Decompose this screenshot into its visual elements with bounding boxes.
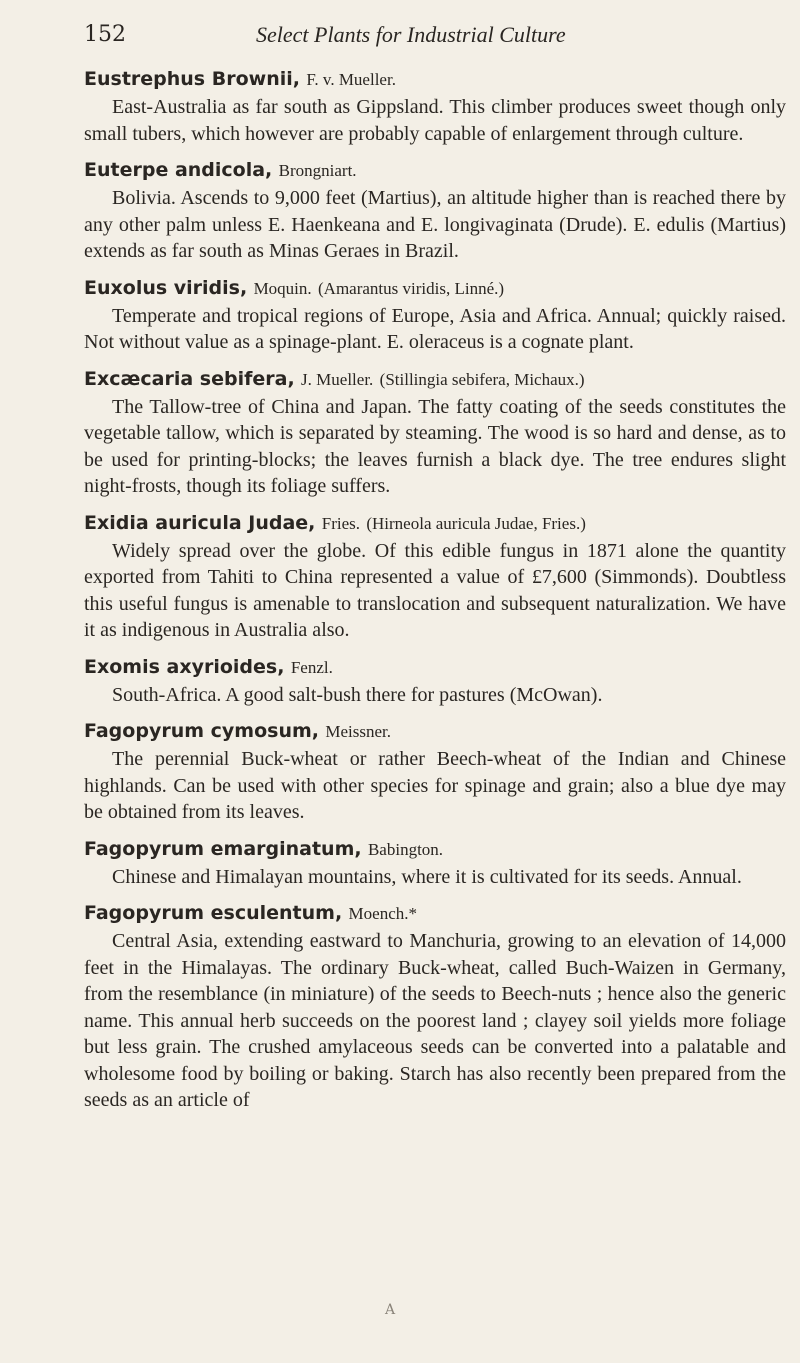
page-number: 152 — [84, 22, 126, 47]
entry-text: The Tallow-tree of China and Japan. The fatty coating of the seeds constitutes the vegetable tallow, which is separated by steaming. The wood is so hard and dense, as to be used for printing-blocks; the leaves furnish a black dye. The tree endures slight night-frosts, though its foliage suffers. — [84, 395, 786, 497]
species-name: Fagopyrum cymosum, — [84, 720, 319, 742]
entry-title — [84, 652, 786, 682]
signature-mark: A — [385, 1302, 396, 1318]
entry — [84, 834, 786, 891]
entry-text: Chinese and Himalayan mountains, where it is cultivated for its seeds. Annual. — [112, 865, 742, 888]
species-name: Exidia auricula Judae, — [84, 511, 316, 534]
entries-list — [84, 64, 786, 1122]
species-author: Brongniart. — [278, 161, 357, 180]
entry — [84, 508, 786, 644]
species-author: J. Mueller. — [301, 369, 374, 389]
entry-text: Temperate and tropical regions of Europe, Asia and Africa. Annual; quickly raised. Not without value as a spinage-plant. E. oleraceus is a cognate plant. — [84, 304, 786, 353]
entry-text: South-Africa. A good salt-bush there for pastures (McOwan). — [112, 683, 603, 706]
entry-title — [84, 834, 786, 864]
species-author: Moench.* — [348, 904, 417, 923]
species-name: Excæcaria sebifera, — [84, 367, 295, 390]
running-title: Select Plants for Industrial Culture — [256, 22, 566, 47]
entry-title — [84, 64, 786, 94]
page-header — [84, 22, 730, 52]
species-name: Fagopyrum emarginatum, — [84, 837, 362, 860]
species-name: Euterpe andicola, — [84, 159, 273, 181]
entry-title — [84, 508, 786, 538]
entry-text: Widely spread over the globe. Of this edible fungus in 1871 alone the quantity exported from Tahiti to China represented a value of £7,600 (Simmonds). Doubtless this useful fungus is amenable to translocation and subsequent naturalization. We have it as indigenous in Australia also. — [84, 539, 786, 641]
species-name: Euxolus viridis, — [84, 276, 248, 299]
species-synonym: (Amarantus viridis, Linné.) — [318, 278, 505, 298]
entry — [84, 364, 786, 500]
species-name: Exomis axyrioides, — [84, 655, 285, 678]
entry-title — [84, 898, 786, 928]
species-name: Fagopyrum esculentum, — [84, 902, 343, 924]
species-author: Babington. — [367, 839, 444, 859]
entry — [84, 652, 786, 709]
entry-text: Bolivia. Ascends to 9,000 feet (Martius), an altitude higher than is reached there by any other palm unless E. Haenkeana and E. longivaginata (Drude). E. edulis (Martius) extends as far south as Minas Geraes in Brazil. — [84, 187, 786, 262]
entry-title — [84, 273, 786, 303]
species-synonym: (Hirneola auricula Judae, Fries.) — [366, 513, 586, 533]
entry — [84, 155, 786, 265]
entry-title — [84, 155, 786, 185]
entry — [84, 716, 786, 826]
entry — [84, 64, 786, 147]
entry-text: East-Australia as far south as Gippsland. This climber produces sweet though only small tubers, which however are probably capable of enlargement through culture. — [84, 96, 786, 145]
species-name: Eustrephus Brownii, — [84, 68, 300, 90]
species-author: Moquin. — [253, 278, 312, 298]
entry-title — [84, 716, 786, 746]
entry-text: The perennial Buck-wheat or rather Beech-wheat of the Indian and Chinese highlands. Can be used with other species for spinage and grain; also a blue dye may be obtained from its leaves. — [84, 748, 786, 823]
entry-text: Central Asia, extending eastward to Manchuria, growing to an elevation of 14,000 feet in the Himalayas. The ordinary Buck-wheat, called Buch-Waizen in Germany, from the resemblance (in miniature) of the seeds to Beech-nuts ; hence also the generic name. This annual herb succeeds on the poorest land ; clayey soil yields more foliage but less grain. The crushed amylaceous seeds can be converted into a palatable and wholesome food by boiling or baking. Starch has also recently been prepared from the seeds as an article of — [84, 930, 786, 1111]
entry-title — [84, 364, 786, 394]
entry — [84, 898, 786, 1114]
entry — [84, 273, 786, 356]
species-author: Fenzl. — [290, 657, 333, 677]
species-author: Meissner. — [325, 722, 391, 741]
species-synonym: (Stillingia sebifera, Michaux.) — [379, 369, 585, 389]
species-author: Fries. — [321, 513, 360, 533]
species-author: F. v. Mueller. — [306, 70, 396, 89]
